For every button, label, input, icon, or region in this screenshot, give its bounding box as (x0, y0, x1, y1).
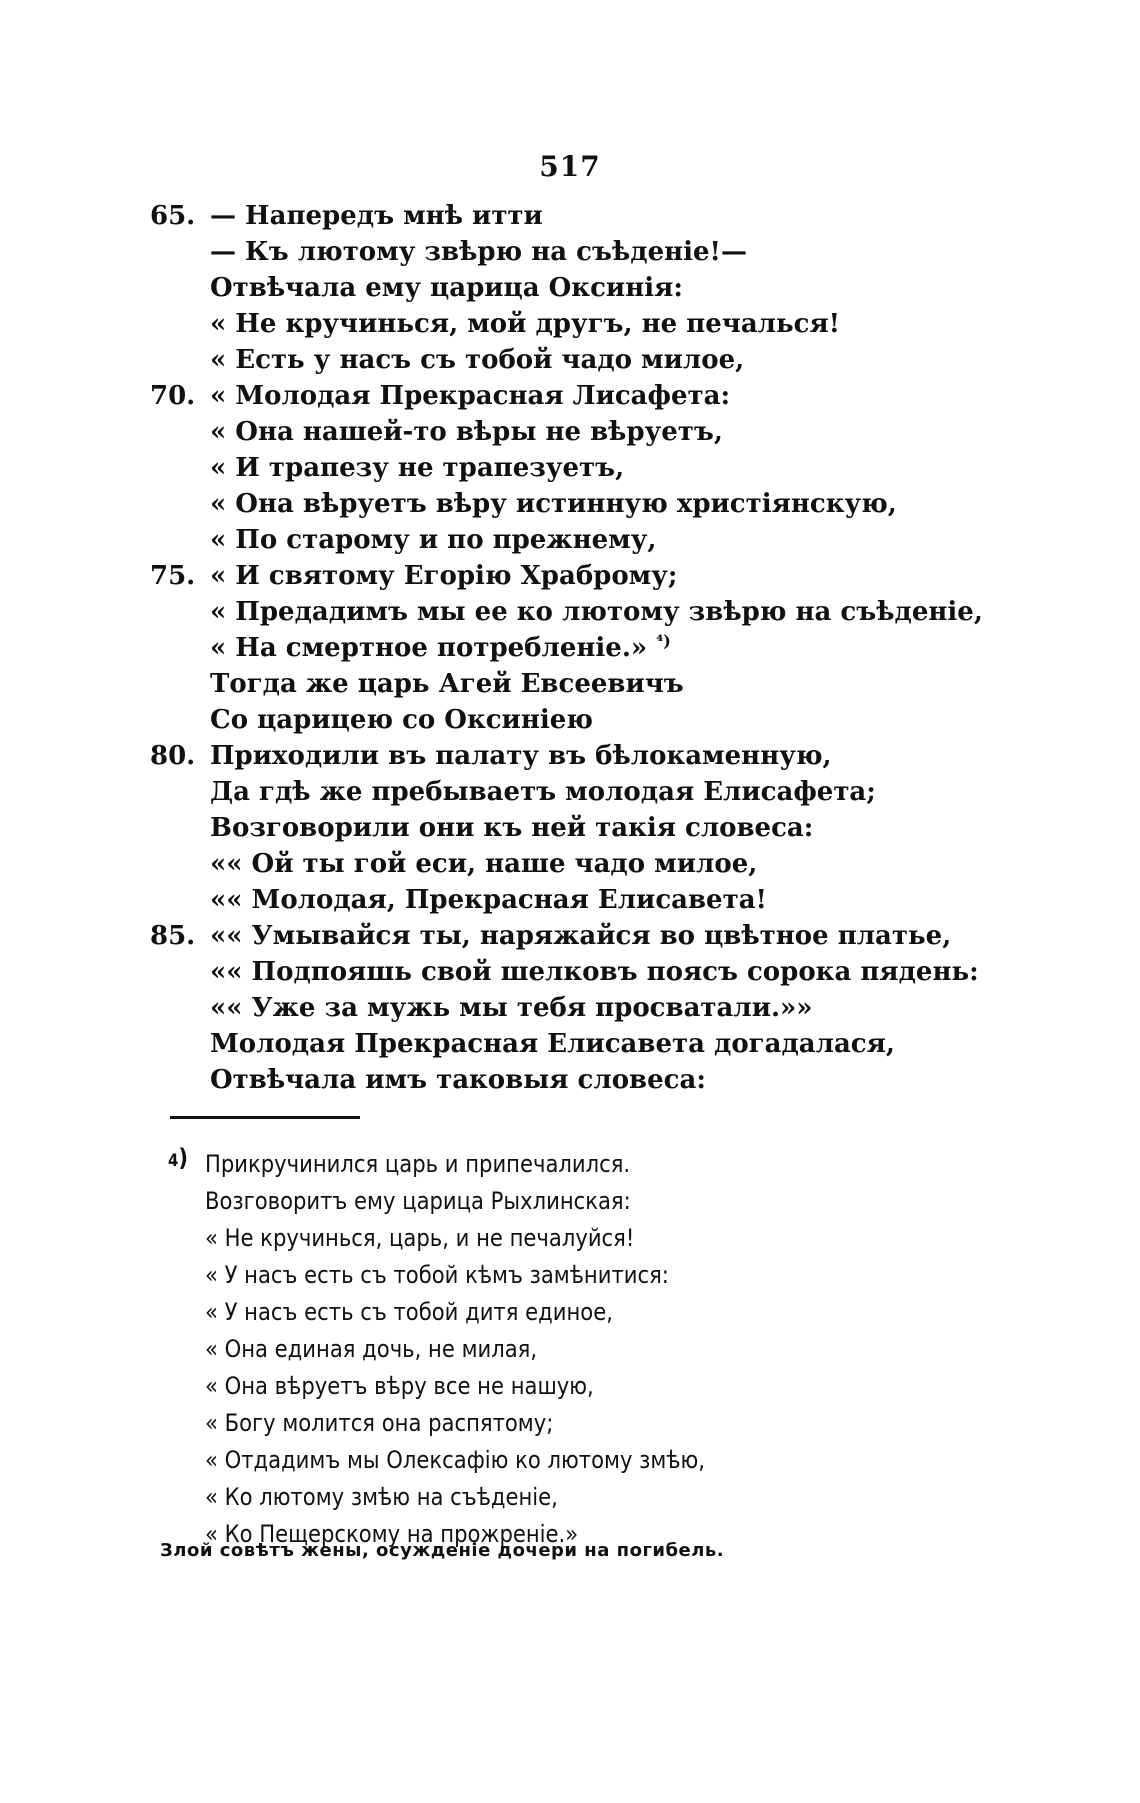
line-text: « На смертное потребленіе.» (210, 633, 648, 663)
poem-line (150, 810, 1050, 846)
line-text: « Она нашей-то вѣры не вѣруетъ, (210, 417, 723, 447)
footnote-text: « Она вѣруетъ вѣру все не нашую, (204, 1372, 594, 1400)
poem-line (150, 630, 1050, 666)
footnote-line (168, 1368, 934, 1405)
line-text: Отвѣчала ему царица Оксинія: (210, 273, 683, 303)
footnote-marker-paren: ) (178, 1144, 189, 1172)
line-text: — Къ лютому звѣрю на съѣденіе!— (210, 237, 747, 267)
poem-line (150, 882, 1050, 918)
poem-line (150, 846, 1050, 882)
poem-line (150, 378, 1050, 414)
line-text: « И трапезу не трапезуетъ, (210, 453, 625, 483)
poem-text (150, 198, 1050, 1098)
line-text: Со царицею со Оксиніею (210, 705, 593, 735)
footnote-marker (168, 1140, 188, 1180)
footnote-line (168, 1146, 934, 1183)
footnote-text: Прикручинился царь и припечалился. (204, 1150, 631, 1178)
poem-line (150, 198, 1050, 234)
line-text: — Напередъ мнѣ итти (210, 201, 543, 231)
footnote-text: « У насъ есть съ тобой дитя единое, (204, 1298, 613, 1326)
footnote-text: « Не кручинься, царь, и не печалуйся! (204, 1224, 635, 1252)
footnote-line (168, 1479, 934, 1516)
footnote-line (168, 1405, 934, 1442)
line-number: 80. (150, 741, 196, 771)
poem-line (150, 594, 1050, 630)
footnote-block (168, 1146, 1038, 1553)
footnote-line (168, 1331, 934, 1368)
line-text: « По старому и по прежнему, (210, 525, 657, 555)
poem-line (150, 558, 1050, 594)
footnote-reference: ⁴) (656, 631, 671, 651)
line-text: «« Молодая, Прекрасная Елисавета! (210, 885, 767, 915)
poem-line (150, 342, 1050, 378)
footnote-text: « Она единая дочь, не милая, (204, 1335, 538, 1363)
line-text: Да гдѣ же пребываетъ молодая Елисафета; (210, 777, 876, 807)
footnote-line (168, 1183, 934, 1220)
poem-line (150, 774, 1050, 810)
line-text: Тогда же царь Агей Евсеевичъ (210, 669, 684, 699)
line-text: Молодая Прекрасная Елисавета догадалася, (210, 1029, 895, 1059)
line-text: Приходили въ палату въ бѣлокаменную, (210, 741, 832, 771)
poem-line (150, 990, 1050, 1026)
poem-line (150, 522, 1050, 558)
poem-line (150, 702, 1050, 738)
line-text: «« Подпояшь свой шелковъ поясъ сорока пядень: (210, 957, 979, 987)
poem-line (150, 486, 1050, 522)
footnote-text: « Ко лютому змѣю на съѣденіе, (204, 1483, 558, 1511)
footnote-line (168, 1442, 934, 1479)
line-text: « Не кручинься, мой другъ, не печалься! (210, 309, 841, 339)
poem-line (150, 1026, 1050, 1062)
poem-line (150, 450, 1050, 486)
poem-line (150, 918, 1050, 954)
footnote-text: « Отдадимъ мы Олексафію ко лютому змѣю, (204, 1446, 706, 1474)
footnote-text: « Богу молится она распятому; (204, 1409, 554, 1437)
line-text: Возговорили они къ ней такія словеса: (210, 813, 814, 843)
footnote-line (168, 1220, 934, 1257)
line-text: « Есть у насъ съ тобой чадо милое, (210, 345, 745, 375)
line-number: 65. (150, 201, 196, 231)
footnote-marker-number: 4 (168, 1151, 179, 1171)
poem-line (150, 234, 1050, 270)
line-number: 70. (150, 381, 196, 411)
footnote-line (168, 1294, 934, 1331)
poem-line (150, 954, 1050, 990)
poem-line (150, 270, 1050, 306)
line-text: «« Умывайся ты, наряжайся во цвѣтное платье, (210, 921, 952, 951)
line-text: «« Ой ты гой еси, наше чадо милое, (210, 849, 758, 879)
line-text: « И святому Егорію Храброму; (210, 561, 678, 591)
footnote-text: Возговоритъ ему царица Рыхлинская: (204, 1187, 631, 1215)
closing-line: Злой совѣтъ жены, осужденіе дочери на погибель. (160, 1540, 725, 1561)
footnote-separator (170, 1116, 360, 1119)
page-number: 517 (539, 150, 601, 183)
poem-line (150, 1062, 1050, 1098)
line-text: « Она вѣруетъ вѣру истинную христіянскую, (210, 489, 897, 519)
poem-line (150, 414, 1050, 450)
line-text: Отвѣчала имъ таковыя словеса: (210, 1065, 706, 1095)
footnote-text: « У насъ есть съ тобой кѣмъ замѣнитися: (204, 1261, 669, 1289)
poem-line (150, 306, 1050, 342)
poem-line (150, 738, 1050, 774)
footnote-line (168, 1257, 934, 1294)
line-text: «« Уже за мужь мы тебя просватали.»» (210, 993, 813, 1023)
line-number: 85. (150, 921, 196, 951)
line-number: 75. (150, 561, 196, 591)
line-text: « Молодая Прекрасная Лисафета: (210, 381, 731, 411)
line-text: « Предадимъ мы ее ко лютому звѣрю на съѣденіе, (210, 597, 983, 627)
poem-line (150, 666, 1050, 702)
footnote-text: « Ко Пещерскому на прожреніе.» (204, 1520, 579, 1548)
